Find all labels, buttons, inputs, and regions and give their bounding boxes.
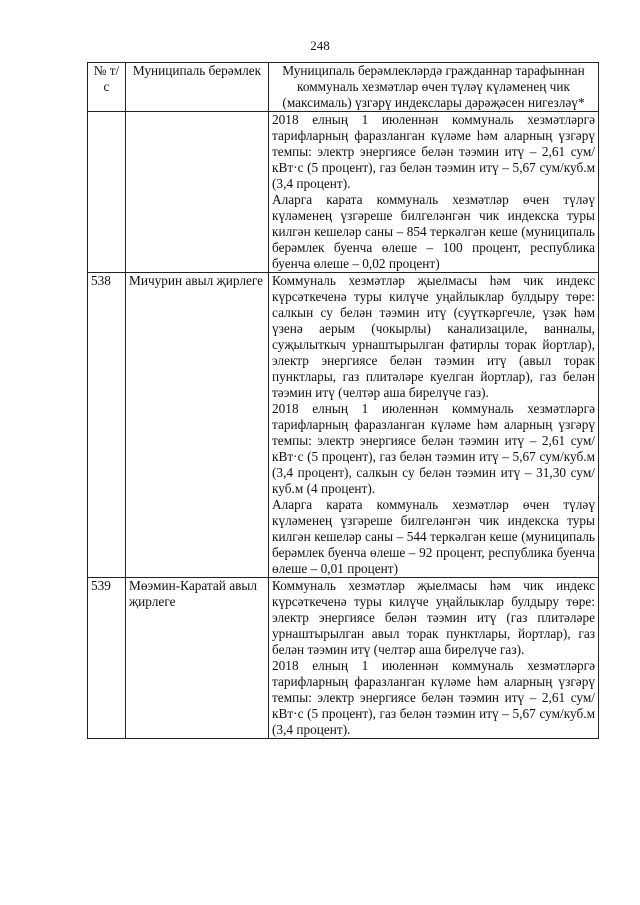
row-municipality: Мөэмин-Каратай авыл җирлеге	[126, 578, 269, 739]
row-description	[269, 578, 599, 739]
row-number: 538	[88, 273, 126, 578]
table-row	[88, 112, 599, 273]
row-number: 539	[88, 578, 126, 739]
tariff-index-table	[87, 62, 599, 739]
description-paragraph: Аларга карата коммуналь хезмәтләр өчен түләү күләменең үзгәреше билгеләнгән чик индекска туры килгән кешеләр саны – 544 теркәлгән кеше (муниципаль берәмлек буенча өлеше – 92 процент, республика буенча өлеше – 0,01 процент)	[272, 497, 595, 576]
row-description	[269, 273, 599, 578]
header-number: № т/с	[88, 63, 126, 112]
description-paragraph: 2018 елның 1 июленнән коммуналь хезмәтләргә тарифларның фаразланган күләме һәм аларның үзгәрү темпы: электр энергиясе белән тәэмин итү – 2,61 сум/кВт·с (5 процент), газ белән тәэмин итү – 5,67 сум/куб.м (3,4 процент), салкын су белән тәэмин итү – 31,30 сум/куб.м (4 процент).	[272, 401, 595, 496]
table-header-row	[88, 63, 599, 112]
description-paragraph: 2018 елның 1 июленнән коммуналь хезмәтләргә тарифларның фаразланган күләме һәм аларның үзгәрү темпы: электр энергиясе белән тәэмин итү – 2,61 сум/кВт·с (5 процент), газ белән тәэмин итү – 5,67 сум/куб.м (3,4 процент).	[272, 112, 595, 191]
description-paragraph: 2018 елның 1 июленнән коммуналь хезмәтләргә тарифларның фаразланган күләме һәм аларның үзгәрү темпы: электр энергиясе белән тәэмин итү – 2,61 сум/кВт·с (5 процент), газ белән тәэмин итү – 5,67 сум/куб.м (3,4 процент).	[272, 658, 595, 737]
description-paragraph: Коммуналь хезмәтләр җыелмасы һәм чик индекс күрсәткеченә туры килүче уңайлыклар булдыру төре: электр энергиясе белән тәэмин итү (газ плитәләре урнаштырылган авыл торак пунктлары, йортлар), газ белән тәэмин итү (челтәр аша бирелүче газ).	[272, 578, 595, 657]
row-number	[88, 112, 126, 273]
description-paragraph: Коммуналь хезмәтләр җыелмасы һәм чик индекс күрсәткеченә туры килүче уңайлыклар булдыру төре: салкын су белән тәэмин итү (суүткәргечле, үзәк һәм үзенә аерым (чокырлы) канализациле, ванналы, суҗылыткыч урнаштырылган фатирлы торак йортлар), электр энергиясе белән тәэмин итү (авыл торак пунктлары, газ плитәләре куелган йортлар), газ белән тәэмин итү (челтәр аша бирелүче газ).	[272, 273, 595, 400]
header-description: Муниципаль берәмлекләрдә гражданнар тарафыннан коммуналь хезмәтләр өчен түләү күләменең чик (максималь) үзгәрү индекслары дәрәҗәсен нигезләү*	[269, 63, 599, 112]
description-paragraph: Аларга карата коммуналь хезмәтләр өчен түләү күләменең үзгәреше билгеләнгән чик индекска туры килгән кешеләр саны – 854 теркәлгән кеше (муниципаль берәмлек буенча өлеше – 100 процент, республика буенча өлеше – 0,02 процент)	[272, 192, 595, 271]
row-municipality: Мичурин авыл җирлеге	[126, 273, 269, 578]
header-municipality: Муниципаль берәмлек	[126, 63, 269, 112]
row-municipality	[126, 112, 269, 273]
table-row	[88, 273, 599, 578]
row-description	[269, 112, 599, 273]
table-row	[88, 578, 599, 739]
page-number: 248	[310, 38, 330, 53]
